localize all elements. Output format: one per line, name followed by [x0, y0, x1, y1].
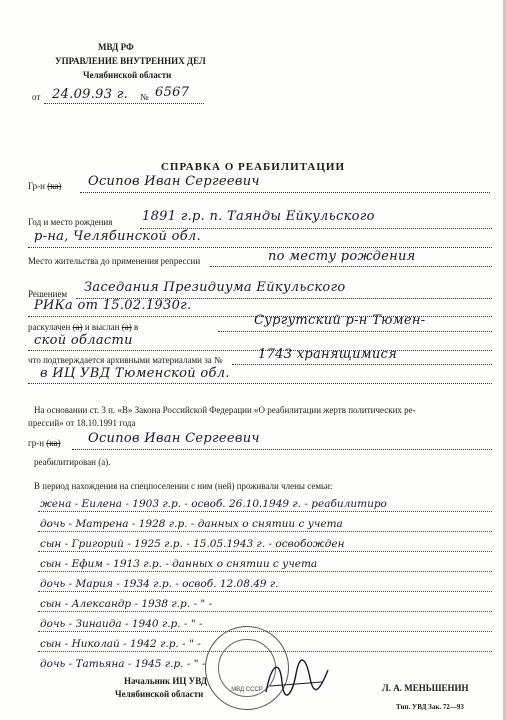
archive-rule-2 — [28, 383, 492, 384]
certificate-date: 24.09.93 г. — [52, 87, 129, 102]
citizen2-text: гр-н — [28, 438, 45, 448]
citizen2-label — [28, 438, 61, 449]
seal-text: МВД СССР — [231, 687, 263, 693]
citizen-label-crossed: (ка) — [47, 181, 62, 191]
decision-label: Решением — [28, 289, 68, 299]
family-member: сын - Ефим - 1913 г.р. - данных о снятии с учета — [40, 558, 318, 570]
residence-rule — [210, 266, 492, 267]
family-rule — [38, 591, 492, 592]
number-label: № — [140, 92, 149, 102]
family-member: дочь - Татьяна - 1945 г.р. - " - — [40, 658, 206, 670]
citizen-rule — [80, 192, 490, 193]
org-line-1: МВД РФ — [98, 42, 134, 52]
archive-value-2: в ИЦ УВД Тюменской обл. — [40, 366, 230, 381]
family-member: сын - Александр - 1938 г.р. - " - — [40, 598, 213, 610]
exiled-crossed: (а) — [121, 322, 132, 332]
archive-label: что подтверждается архивными материалами за № — [28, 355, 223, 365]
dekulak-crossed: (а) — [72, 322, 83, 332]
archive-rule-1 — [232, 364, 492, 365]
family-intro: В период нахождения на спецпоселении с ним (ней) проживали члены семьи: — [34, 481, 333, 491]
signature — [262, 652, 332, 700]
citizen2-rule — [72, 449, 492, 450]
dekulak-text: раскулачен — [28, 322, 71, 332]
family-member: сын - Григорий - 1925 г.р. - 15.05.1943 г. - освобожден — [40, 538, 345, 550]
in-text: в — [133, 322, 139, 332]
org-line-3: Челябинской области — [83, 70, 172, 80]
dekulak-label — [28, 322, 138, 333]
birth-value-1: 1891 г.р. п. Таянды Ейкульского — [142, 209, 375, 224]
exile-value-1: Сургутский р-н Тюмен- — [254, 313, 426, 328]
date-label: от — [32, 92, 41, 102]
citizen-name: Осипов Иван Сергеевич — [88, 174, 260, 189]
date-rule — [44, 103, 204, 104]
law-text-2: прессий» от 18.10.1991 года — [28, 418, 136, 428]
region-label: Челябинской области — [115, 689, 204, 699]
exile-rule-1 — [218, 331, 492, 332]
decision-value-1: Заседания Президиума Ейкульского — [84, 280, 346, 295]
family-member: дочь - Мария - 1934 г.р. - освоб. 12.08.49 г. — [40, 578, 279, 590]
citizen-label — [28, 181, 61, 192]
archive-value-1: 1743 хранящимися — [258, 347, 398, 362]
decision-value-2: РИКа от 15.02.1930г. — [34, 298, 192, 313]
org-line-2: УПРАВЛЕНИЕ ВНУТРЕННИХ ДЕЛ — [55, 56, 206, 66]
birth-rule-2 — [28, 247, 492, 248]
citizen2-name: Осипов Иван Сергеевич — [88, 431, 260, 446]
birth-value-2: р-на, Челябинской обл. — [34, 229, 201, 244]
chief-label: Начальник ИЦ УВД — [124, 676, 208, 686]
family-rule — [38, 531, 492, 532]
rehab-text: реабилитирован (а). — [34, 457, 111, 467]
citizen-label-text: Гр-н — [28, 181, 45, 191]
citizen2-crossed: (ка) — [46, 438, 61, 448]
family-rule — [38, 551, 492, 552]
document-title: СПРАВКА О РЕАБИЛИТАЦИИ — [160, 161, 346, 173]
law-text-1: На основании ст. 3 п. «В» Закона Российской Федерации «О реабилитации жертв политических ре- — [34, 405, 416, 415]
family-member: сын - Николай - 1942 г.р. - " - — [40, 638, 201, 650]
certificate-number: 6567 — [155, 85, 190, 100]
family-member: дочь - Зинаида - 1940 г.р. - " - — [40, 618, 203, 630]
family-rule — [38, 571, 492, 572]
family-rule — [38, 511, 492, 512]
family-member: дочь - Матрена - 1928 г.р. - данных о снятии с учета — [40, 518, 343, 530]
residence-label: Место жительства до применения репрессии — [28, 256, 201, 266]
birth-label: Год и место рождения — [28, 217, 113, 227]
signatory-name: Л. А. МЕНЬШЕНИН — [382, 683, 469, 693]
print-info: Тип. УВД Зак. 72—93 — [396, 703, 464, 711]
family-rule — [38, 611, 492, 612]
residence-value: по месту рождения — [268, 249, 416, 264]
exile-value-2: ской области — [34, 333, 133, 348]
family-member: жена - Еилена - 1903 г.р. - освоб. 26.10.1949 г. - реабилитиро — [40, 498, 387, 510]
exiled-text: и выслан — [84, 322, 120, 332]
